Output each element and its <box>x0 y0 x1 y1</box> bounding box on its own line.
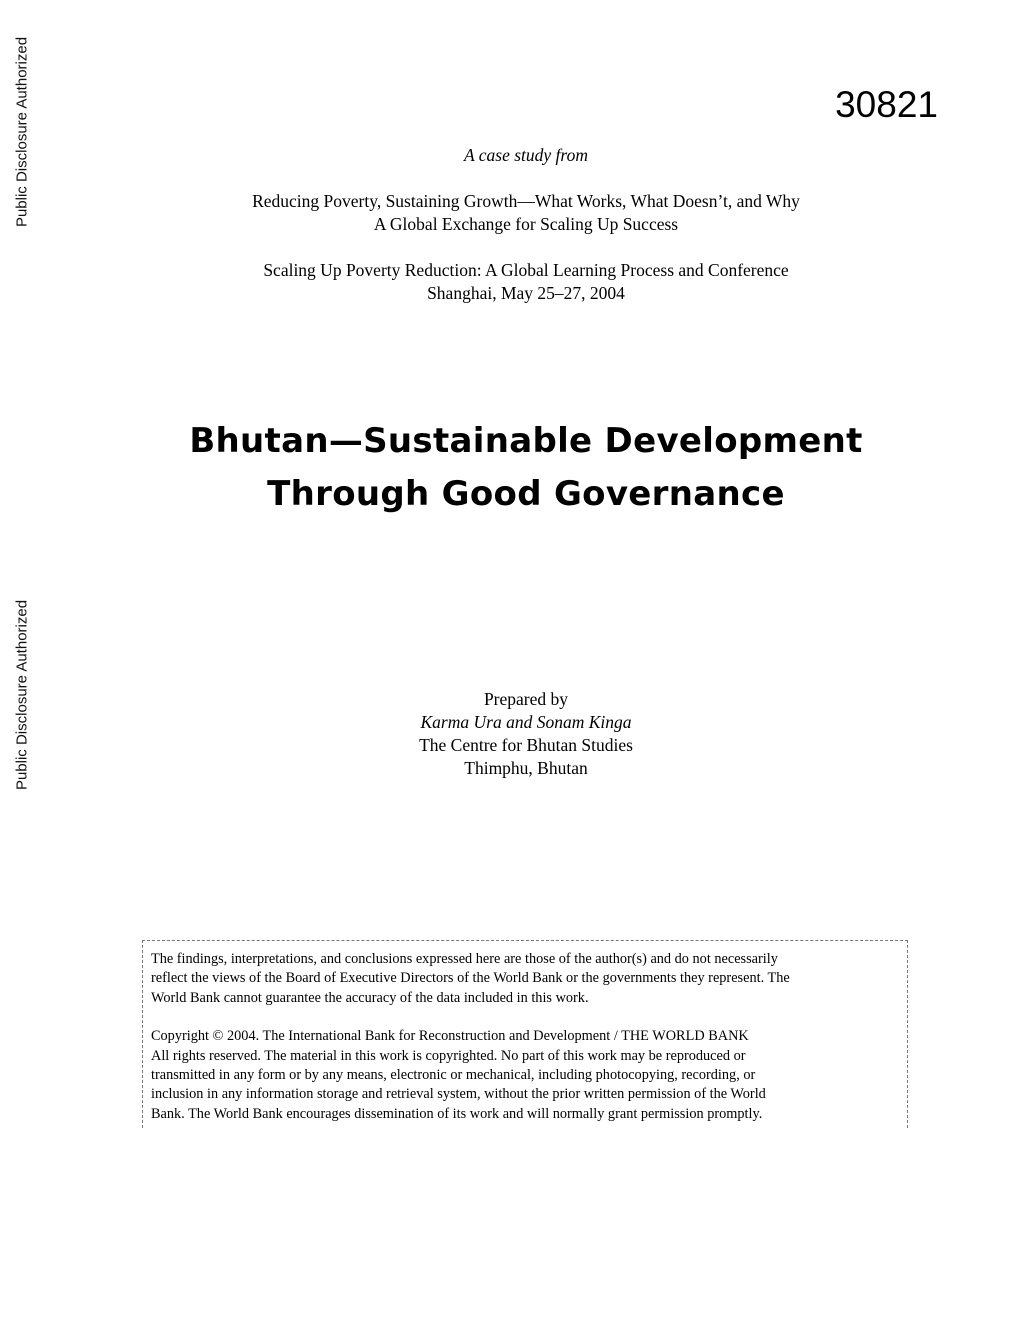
organization: The Centre for Bhutan Studies <box>419 735 633 755</box>
document-title-line2: Through Good Governance <box>267 474 785 514</box>
prepared-by-label: Prepared by <box>483 689 569 709</box>
public-disclosure-stamp-top: Public Disclosure Authorized <box>13 36 31 228</box>
location: Thimphu, Bhutan <box>464 758 588 778</box>
copyright-line: transmitted in any form or by any means, electronic or mechanical, including photocopying, recording, or <box>151 1067 756 1084</box>
conference-title-line1: Scaling Up Poverty Reduction: A Global Learning Process and Conference <box>263 260 789 280</box>
copyright-paragraph <box>151 1027 899 1124</box>
copyright-line: All rights reserved. The material in this work is copyrighted. No part of this work may be reproduced or <box>151 1047 746 1064</box>
copyright-line: inclusion in any information storage and retrieval system, without the prior written permission of the World <box>151 1086 766 1103</box>
disclaimer-line: World Bank cannot guarantee the accuracy of the data included in this work. <box>151 989 589 1006</box>
intro-text: A case study from <box>464 145 588 165</box>
disclaimer-line: reflect the views of the Board of Executive Directors of the World Bank or the governments they represent. The <box>151 970 790 987</box>
public-disclosure-stamp-bottom: Public Disclosure Authorized <box>13 599 31 791</box>
conference-title-line2: Shanghai, May 25–27, 2004 <box>427 283 625 303</box>
program-title-line2: A Global Exchange for Scaling Up Success <box>373 214 679 234</box>
program-title-line1: Reducing Poverty, Sustaining Growth—What Works, What Doesn’t, and Why <box>252 191 800 211</box>
disclaimer-paragraph <box>151 950 899 1008</box>
document-number: 30821 <box>835 84 938 125</box>
document-title-line1: Bhutan—Sustainable Development <box>189 421 863 461</box>
disclaimer-line: The findings, interpretations, and conclusions expressed here are those of the author(s) and do not necessarily <box>151 951 778 967</box>
copyright-line: Copyright © 2004. The International Bank for Reconstruction and Development / THE WORLD BANK <box>151 1028 749 1045</box>
copyright-line: Bank. The World Bank encourages dissemination of its work and will normally grant permission promptly. <box>151 1105 763 1122</box>
disclaimer-box <box>142 940 908 1128</box>
authors: Karma Ura and Sonam Kinga <box>420 712 632 732</box>
